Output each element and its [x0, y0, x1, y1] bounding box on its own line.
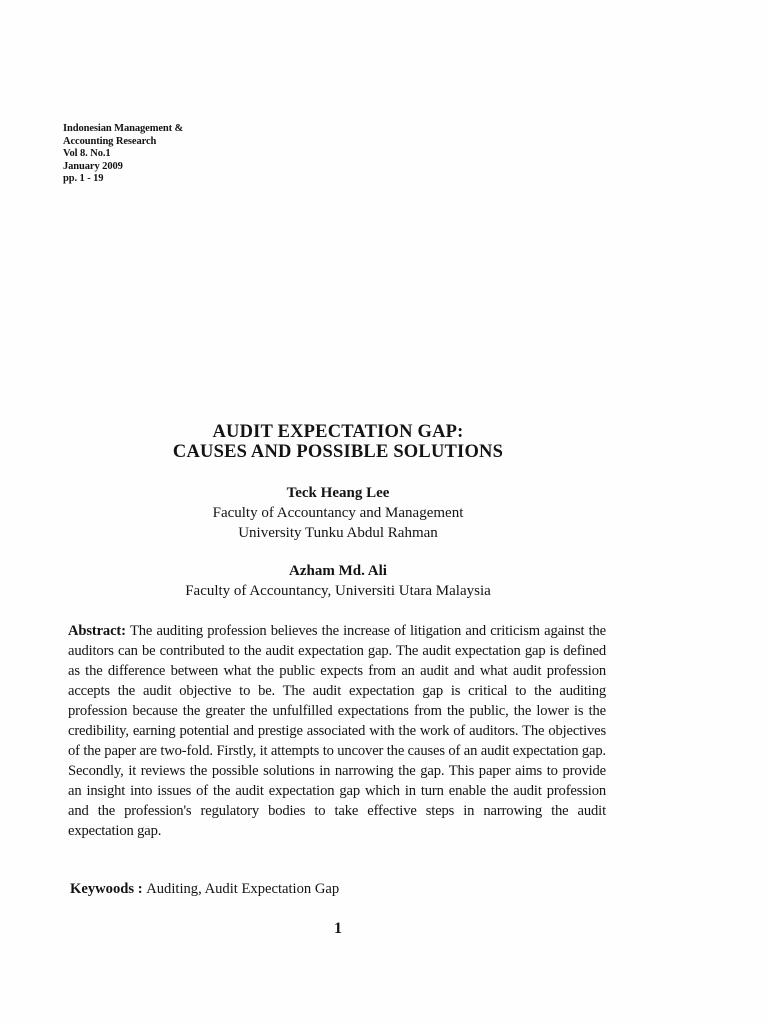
paper-title-line2: CAUSES AND POSSIBLE SOLUTIONS [172, 442, 504, 462]
author-block-1 [0, 483, 676, 543]
author-block-2 [0, 561, 676, 601]
author-affiliation: University Tunku Abdul Rahman [238, 525, 438, 541]
journal-info [63, 123, 183, 186]
author-name: Teck Heang Lee [286, 485, 390, 501]
keywords-text: Auditing, Audit Expectation Gap [146, 881, 340, 897]
author-name: Azham Md. Ali [289, 563, 387, 579]
keywords-label: Keywoods : [70, 881, 147, 897]
journal-volume: Vol 8. No.1 [63, 148, 111, 159]
page-number: 1 [334, 920, 342, 937]
keywords [70, 879, 339, 899]
abstract-text: The auditing profession believes the increase of litigation and criticism against the auditors can be contributed to the audit expectation gap. The audit expectation gap is defined as the difference between what the public expects from an audit and what audit profession accepts the audit objective to be. The audit expectation gap is critical to the auditing profession because the greater the unfulfilled expectations from the public, the lower is the credibility, earning potential and prestige associated with the work of auditors. The objectives of the paper are two-fold. Firstly, it attempts to uncover the causes of an audit expectation gap. Secondly, it reviews the possible solutions in narrowing the gap. This paper aims to provide an insight into issues of the audit expectation gap which in turn enable the audit profession and the profession's regulatory bodies to take effective steps in narrowing the audit expectation gap. [68, 623, 606, 839]
paper-title-line1: AUDIT EXPECTATION GAP: [212, 422, 464, 442]
journal-name-line1: Indonesian Management & [63, 123, 184, 134]
journal-pages: pp. 1 - 19 [63, 173, 104, 184]
journal-date: January 2009 [63, 160, 123, 172]
abstract [68, 621, 606, 841]
abstract-label: Abstract: [68, 623, 131, 639]
author-affiliation: Faculty of Accountancy, Universiti Utara Malaysia [185, 583, 491, 599]
journal-name-line2: Accounting Research [63, 135, 157, 147]
author-affiliation: Faculty of Accountancy and Management [212, 505, 464, 521]
